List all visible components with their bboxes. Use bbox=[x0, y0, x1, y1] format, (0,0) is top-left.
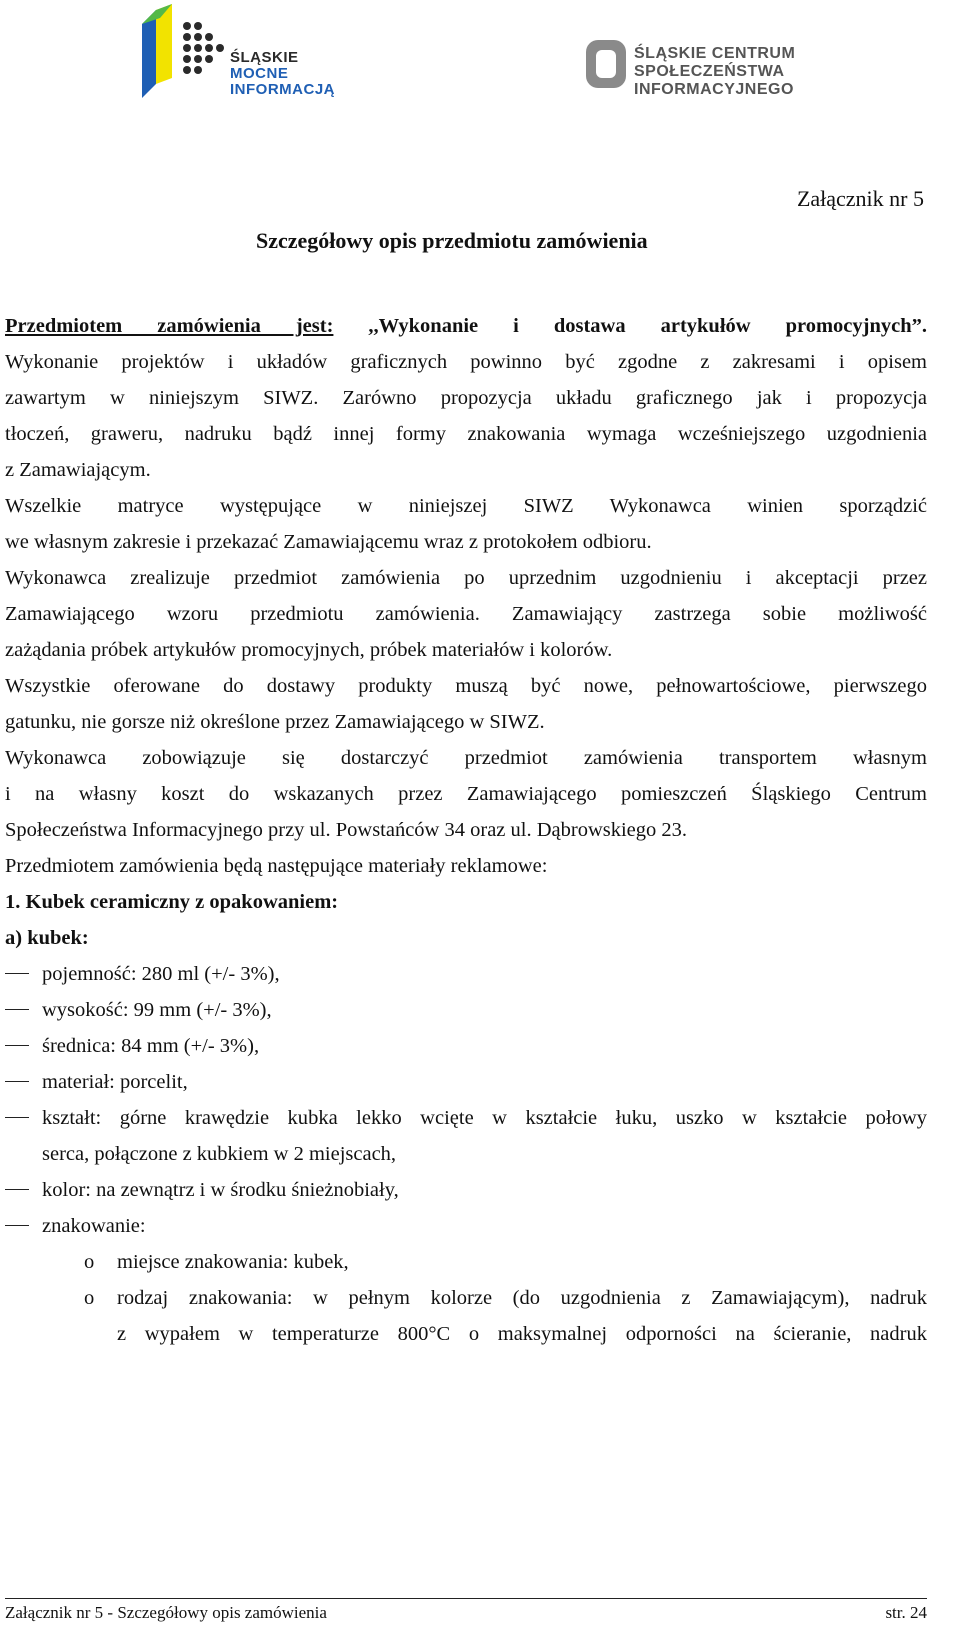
paragraph-line: Wszelkie matryce występujące w niniejszej SIWZ Wykonawca winien sporządzić bbox=[5, 495, 927, 517]
slaskie-logo bbox=[142, 4, 362, 100]
list-item: wysokość: 99 mm (+/- 3%), bbox=[5, 992, 927, 1028]
paragraph-line: Wykonawca zobowiązuje się dostarczyć przedmiot zamówienia transportem własnym bbox=[5, 747, 927, 769]
paragraph-line: i na własny koszt do wskazanych przez Zamawiającego pomieszczeń Śląskiego Centrum bbox=[5, 783, 927, 805]
logo-left-line2: MOCNE bbox=[230, 65, 289, 82]
o-bullet: o bbox=[84, 1251, 95, 1273]
document-title: Szczegółowy opis przedmiotu zamówienia bbox=[256, 228, 648, 253]
dash-bullet bbox=[5, 1225, 29, 1226]
logo-right-line3: INFORMACYJNEGO bbox=[634, 81, 794, 98]
page-number: str. 24 bbox=[885, 1603, 927, 1622]
dash-bullet bbox=[5, 1117, 29, 1118]
list-item: znakowanie: bbox=[5, 1208, 927, 1244]
section-heading: 1. Kubek ceramiczny z opakowaniem: bbox=[5, 891, 339, 913]
paragraph-line: Społeczeństwa Informacyjnego przy ul. Powstańców 34 oraz ul. Dąbrowskiego 23. bbox=[5, 819, 688, 841]
dash-bullet bbox=[5, 1045, 29, 1046]
dash-bullet bbox=[5, 1009, 29, 1010]
paragraph-line: gatunku, nie gorsze niż określone przez Zamawiającego w SIWZ. bbox=[5, 711, 545, 733]
scsi-logo bbox=[586, 36, 836, 98]
subject-line bbox=[5, 308, 927, 344]
logo-right-line1: ŚLĄSKIE CENTRUM bbox=[634, 45, 796, 62]
paragraph-line: Wykonawca zrealizuje przedmiot zamówienia po uprzednim uzgodnieniu i akceptacji przez bbox=[5, 567, 927, 589]
dash-bullet bbox=[5, 973, 29, 974]
list-item: kolor: na zewnątrz i w środku śnieżnobiały, bbox=[5, 1172, 927, 1208]
paragraph-line: we własnym zakresie i przekazać Zamawiającemu wraz z protokołem odbioru. bbox=[5, 531, 652, 553]
sub-list-item: o miejsce znakowania: kubek, bbox=[5, 1244, 927, 1280]
paragraph-line: Przedmiotem zamówienia będą następujące materiały reklamowe: bbox=[5, 855, 548, 877]
dash-bullet bbox=[5, 1189, 29, 1190]
list-item: kształt: górne krawędzie kubka lekko wcięte w kształcie łuku, uszko w kształcie połowy serca, połączone z kubkiem w 2 miejscach, bbox=[5, 1100, 927, 1172]
logo-area bbox=[0, 0, 960, 120]
o-bullet: o bbox=[84, 1287, 95, 1309]
dash-bullet bbox=[5, 1081, 29, 1082]
paragraph-line: z Zamawiającym. bbox=[5, 459, 151, 481]
paragraph-line: zażądania próbek artykułów promocyjnych, próbek materiałów i kolorów. bbox=[5, 639, 613, 661]
footer-left: Załącznik nr 5 - Szczegółowy opis zamówienia bbox=[5, 1603, 327, 1622]
annex-label: Załącznik nr 5 bbox=[796, 186, 924, 211]
subsection-heading: a) kubek: bbox=[5, 927, 89, 949]
subject-label: Przedmiotem zamówienia jest: bbox=[5, 315, 334, 337]
page-footer bbox=[5, 1598, 927, 1622]
document-body bbox=[5, 308, 927, 1352]
sub-list-item: o rodzaj znakowania: w pełnym kolorze (do uzgodnienia z Zamawiającym), nadruk z wypałem w temperaturze 800°C o maksymalnej odporności na ścieranie, nadruk bbox=[5, 1280, 927, 1352]
paragraph-line: Wszystkie oferowane do dostawy produkty muszą być nowe, pełnowartościowe, pierwszego bbox=[5, 675, 927, 697]
paragraph-line: Wykonanie projektów i układów graficznych powinno być zgodne z zakresami i opisem bbox=[5, 351, 927, 373]
list-item: średnica: 84 mm (+/- 3%), bbox=[5, 1028, 927, 1064]
logo-left-line3: INFORMACJĄ bbox=[230, 81, 335, 98]
paragraph-line: zawartym w niniejszym SIWZ. Zarówno propozycja układu graficznego jak i propozycja bbox=[5, 387, 927, 409]
paragraph-line: Zamawiającego wzoru przedmiotu zamówienia. Zamawiający zastrzega sobie możliwość bbox=[5, 603, 927, 625]
logo-right-line2: SPOŁECZEŃSTWA bbox=[634, 63, 785, 80]
list-item: pojemność: 280 ml (+/- 3%), bbox=[5, 956, 927, 992]
subject-text: ,,Wykonanie i dostawa artykułów promocyjnych”. bbox=[333, 315, 927, 337]
paragraph-line: tłoczeń, graweru, nadruku bądź innej formy znakowania wymaga wcześniejszego uzgodnienia bbox=[5, 423, 927, 445]
list-item: materiał: porcelit, bbox=[5, 1064, 927, 1100]
logo-left-line1: ŚLĄSKIE bbox=[230, 49, 299, 66]
